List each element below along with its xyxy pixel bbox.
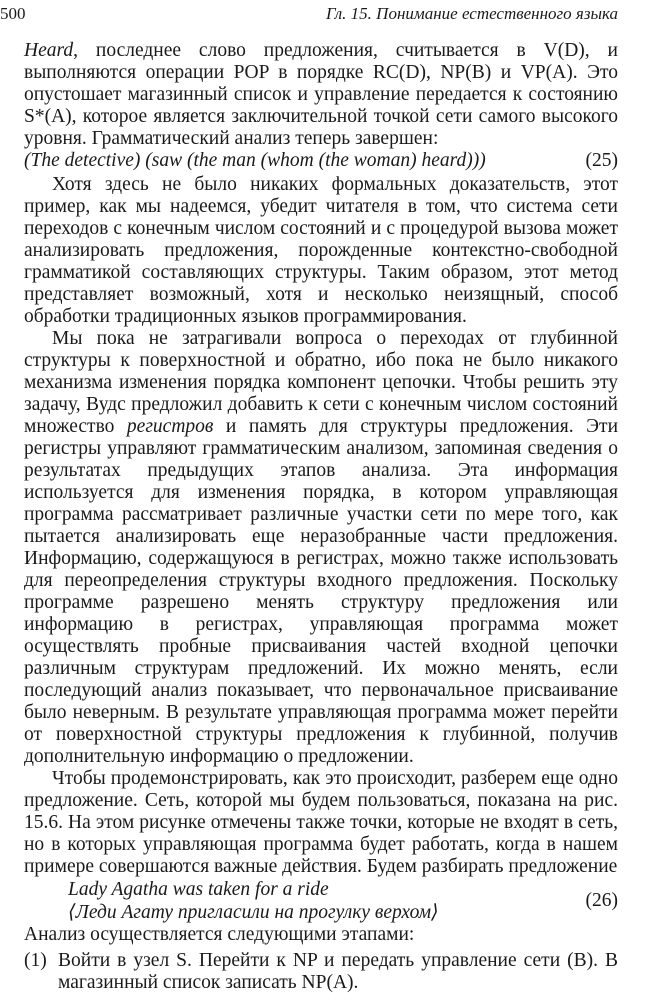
formula-25 <box>24 150 618 172</box>
example-english: Lady Agatha was taken for a ride <box>68 879 329 900</box>
running-head: Гл. 15. Понимание естественного языка <box>325 4 618 23</box>
example-lines <box>68 878 439 924</box>
paragraph-5: Анализ осуществляется следующими этапами: <box>24 924 415 945</box>
example-russian: ⟨Леди Агату пригласили на прогулку верхом⟩ <box>68 902 439 923</box>
paragraph-2: Хотя здесь не было никаких формальных доказательств, этот пример, как мы надеемся, убедит читателя в том, что система сети переходов с конечным числом состояний и с процедурой вызова может анализировать предложения, порожденные контекстно-свободной грамматикой составляющих структуры. Таким образом, этот метод представляет возможный, хотя и несколько неизящный, способ обработки традиционных языков программирования. <box>24 174 618 327</box>
term-registers: регистров <box>126 416 214 437</box>
step-label: (1) <box>24 950 47 971</box>
body-text <box>24 40 618 994</box>
step-text: Войти в узел S. Перейти к NP и передать управление сети (B). В магазинный список записать NP(A). <box>58 950 618 993</box>
paragraph-1-text: , последнее слово предложения, считывается в V(D), и выполняются операции POP в порядке RC(D), NP(B) и VP(A). Это опустошает магазинный список и управление передается к состоянию S*(A), которое является заключительной точкой сети самого высокого уровня. Грамматический анализ теперь завершен: <box>24 40 618 149</box>
word-heard: Heard <box>24 40 74 61</box>
step-item <box>24 950 618 994</box>
formula-expression: (The detective) (saw (the man (whom (the woman) heard))) <box>24 150 486 171</box>
example-number: (26) <box>585 890 618 911</box>
paragraph-4: Чтобы продемонстрировать, как это происходит, разберем еще одно предложение. Сеть, которой мы будем пользоваться, показана на рис. 15.6. На этом рисунке отмечены также точки, которые не входят в сеть, но в которых управляющая программа будет работать, когда в нашем примере совершаются важные действия. Будем разбирать предложение <box>24 768 618 877</box>
paragraph-3-after: и память для структуры предложения. Эти регистры управляют грамматическим анализом, запоминая сведения о результатах предыдущих этапов анализа. Эта информация используется для изменения порядка, в котором управляющая программа рассматривает различные участки сети по мере того, как пытается анализировать еще неразобранные части предложения. Информацию, содержащуюся в регистрах, можно также использовать для переопределения структуры входного предложения. Поскольку программе разрешено менять структуру предложения или информацию в регистрах, управляющая программа может осуществлять пробные присваивания частей входной цепочки различным структурам предложений. Их можно менять, если последующий анализ показывает, что первоначальное присваивание было неверным. В результате управляющая программа может перейти от поверхностной структуры предложения к глубинной, получив дополнительную информацию о предложении. <box>24 416 619 767</box>
page-header <box>0 4 618 26</box>
paragraph-3-before: Мы пока не затрагивали вопроса о переходах от глубинной структуры к поверхностной и обратно, ибо пока не было никакого механизма изменения порядка компонент цепочки. Чтобы решить эту задачу, Вудс предложил добавить к сети с конечным числом состояний множество <box>24 328 618 437</box>
paragraph-3 <box>24 328 618 768</box>
page-number: 500 <box>0 4 26 23</box>
example-26 <box>24 878 618 924</box>
formula-number: (25) <box>585 150 618 171</box>
paragraph-1 <box>24 40 618 150</box>
